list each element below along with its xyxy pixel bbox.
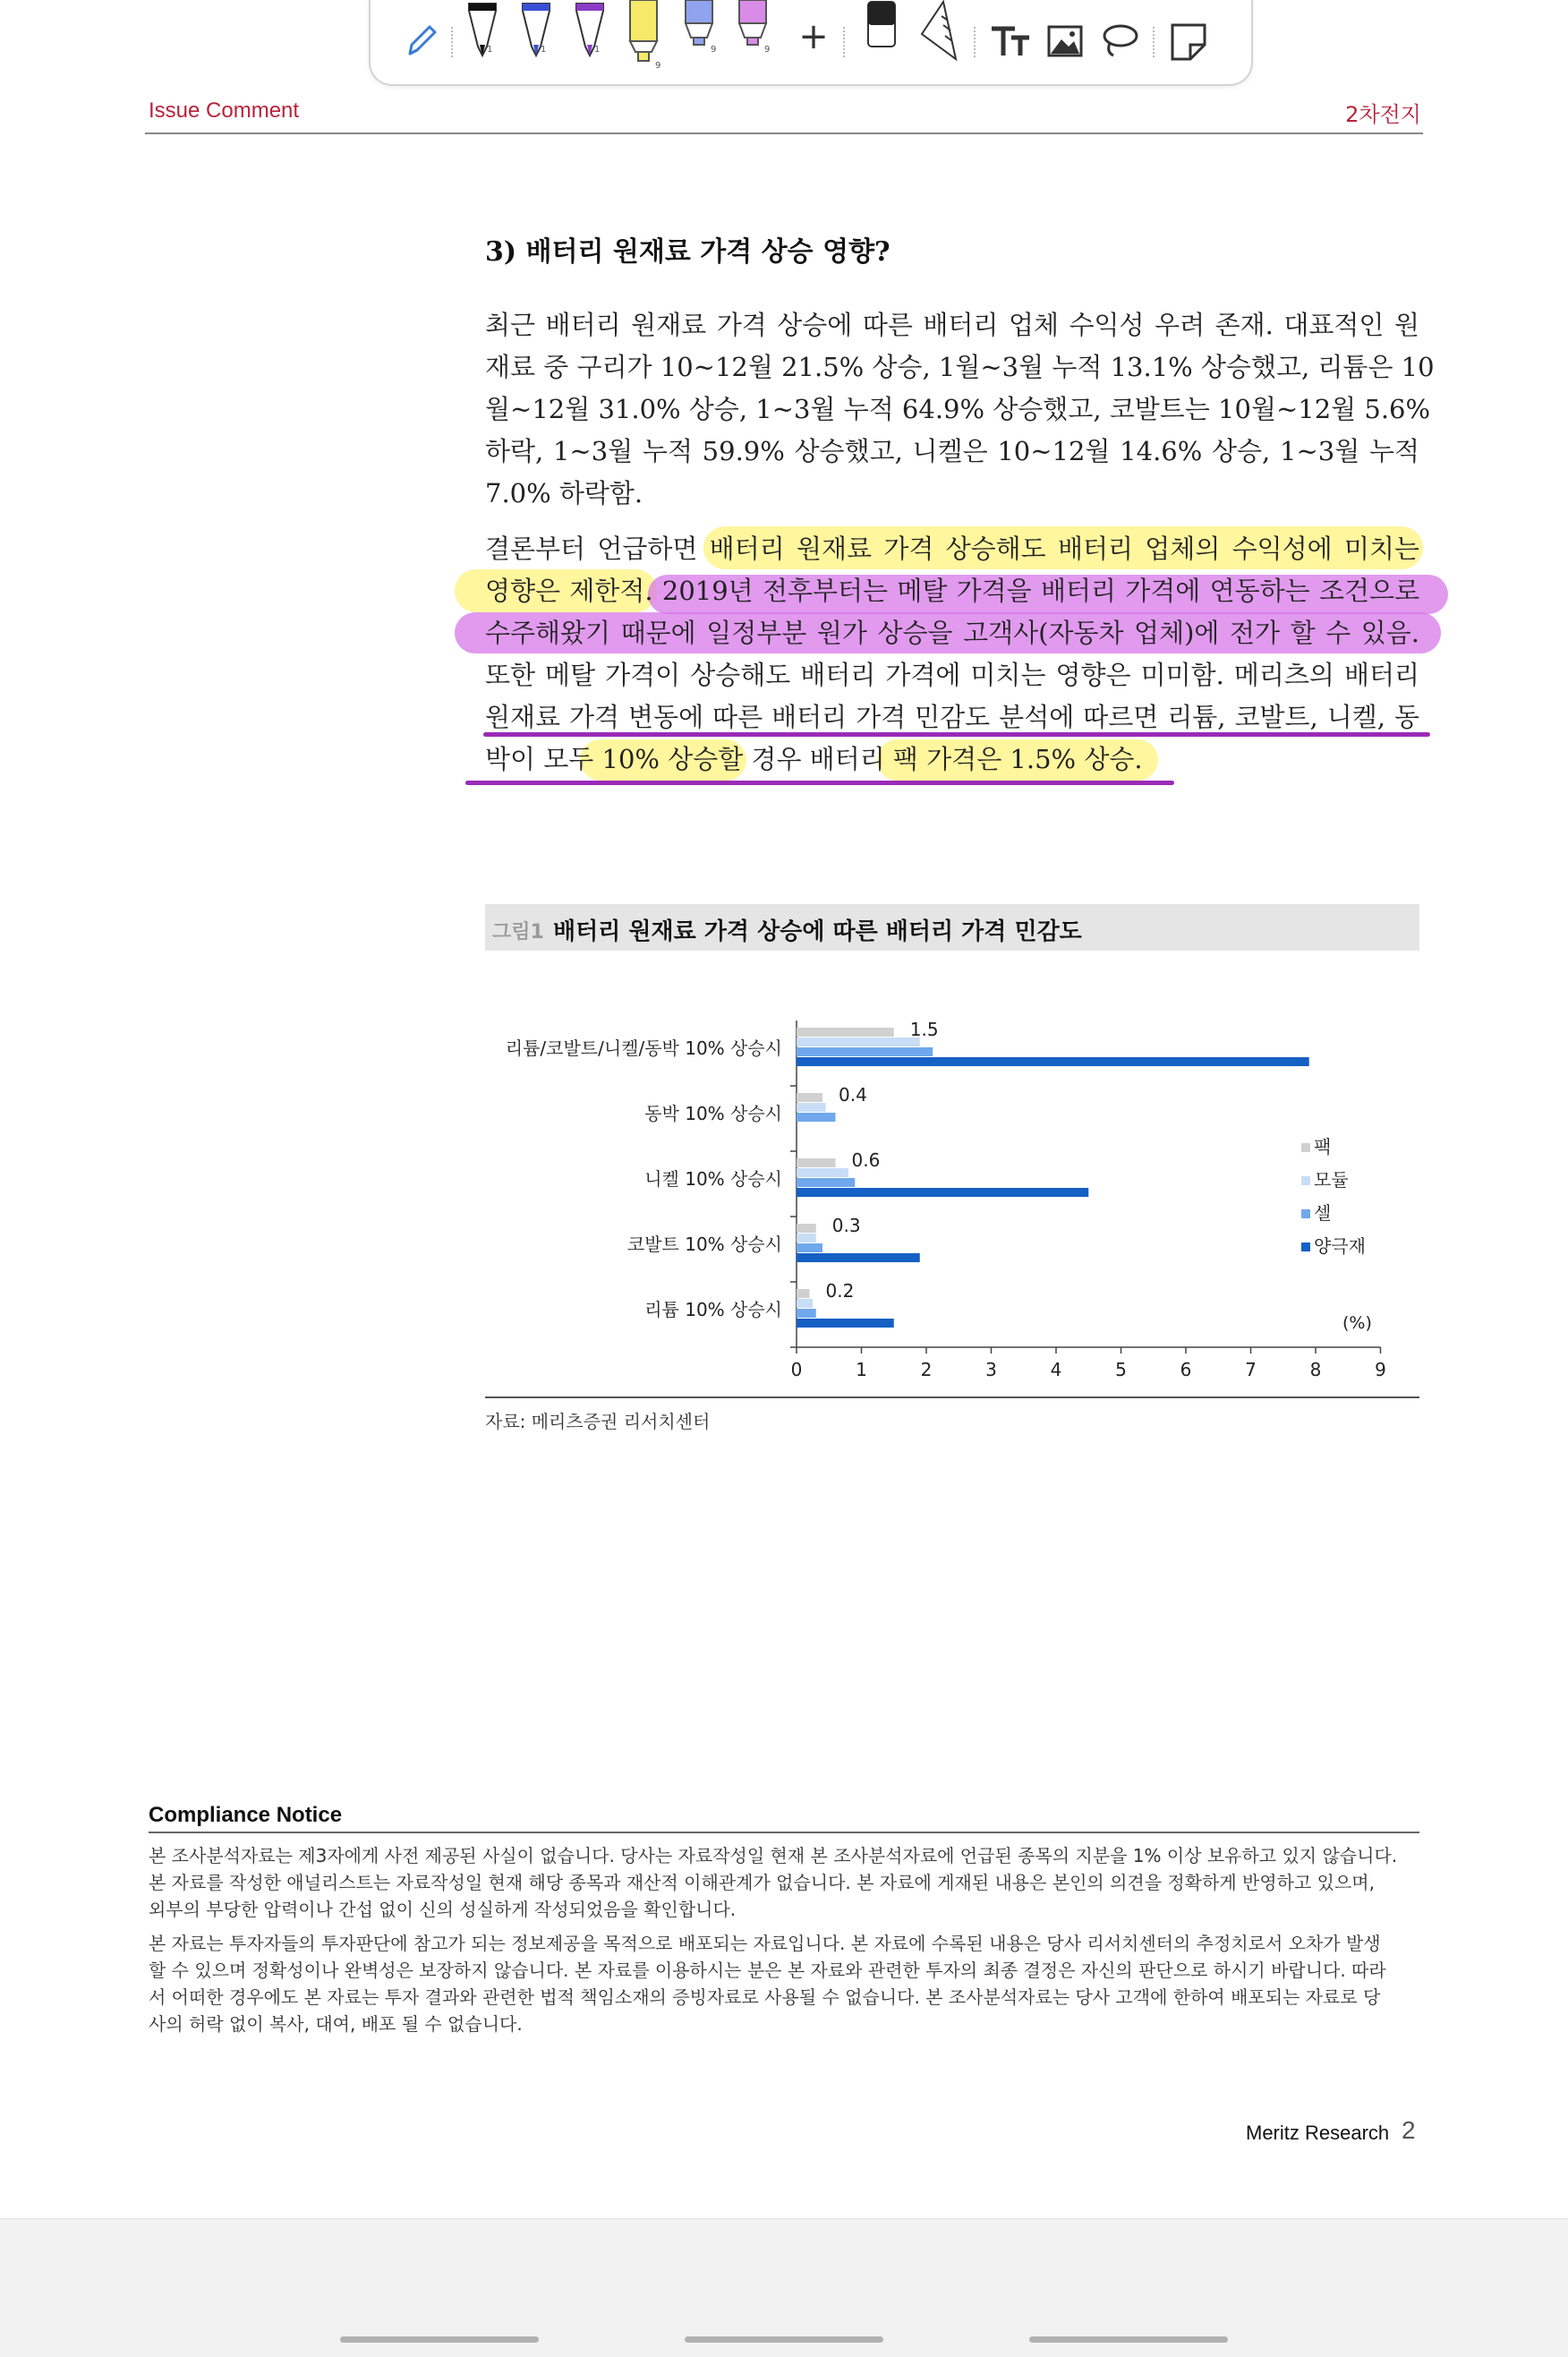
pen-black-icon (460, 0, 505, 81)
text-line: 외부의 부당한 압력이나 간섭 없이 신의 성실하게 작성되었음을 확인합니다. (149, 1899, 737, 1920)
legend-label: 양극재 (1314, 1235, 1366, 1257)
tool-size-label: 1 (487, 45, 493, 55)
highlighter-purple-icon (732, 0, 777, 81)
data-label: 1.5 (909, 1019, 939, 1040)
text-line: 원재료 가격 변동에 따른 배터리 가격 민감도 분석에 따르면 리튬, 코발트, 니켈, 동 (485, 702, 1419, 732)
figure-source: 자료: 메리츠증권 리서치센터 (485, 1411, 711, 1432)
text-line: 서 어떠한 경우에도 본 자료는 투자 결과와 관련한 법적 책임소재의 증빙자료로 사용될 수 없습니다. 본 조사분석자료는 당사 고객에 한하여 배포되는 자료로 당 (149, 1986, 1381, 2008)
x-tick-label: 4 (1050, 1359, 1062, 1380)
bar-팩 (797, 1289, 810, 1298)
figure-label: 그림1 (492, 921, 544, 944)
tool-size-label: 9 (764, 45, 771, 55)
bar-셀 (797, 1243, 822, 1252)
data-label: 0.3 (831, 1215, 861, 1236)
text-line: 월~12월 31.0% 상승, 1~3월 누적 64.9% 상승했고, 코발트는 10월~12월 5.6% (485, 394, 1431, 424)
text-line: 본 자료는 투자자들의 투자판단에 참고가 되는 정보제공을 목적으로 배포되는 자료입니다. 본 자료에 수록된 내용은 당사 리서치센터의 추정치로서 오차가 발생 (149, 1933, 1381, 1954)
legend-swatch (1301, 1243, 1310, 1251)
category-label: 리튬 10% 상승시 (644, 1299, 782, 1320)
text-line: 최근 배터리 원재료 가격 상승에 따른 배터리 업체 수익성 우려 존재. 대표적인 원 (485, 310, 1419, 340)
text-icon (986, 0, 1036, 81)
text-line: 할 수 있으며 정확성이나 완벽성은 보장하지 않습니다. 본 자료를 이용하시는 분은 본 자료와 관련한 투자의 최종 결정은 자신의 판단으로 하시기 바랍니다. 따라 (149, 1960, 1386, 1981)
pen-tool[interactable] (392, 0, 446, 81)
page-number: 2 (1402, 2116, 1416, 2144)
compliance-title: Compliance Notice (149, 1803, 343, 1827)
highlighter-blue-tool[interactable] (678, 0, 723, 81)
highlighter-yellow-tool[interactable] (623, 0, 668, 81)
tool-size-label: 9 (655, 61, 661, 71)
legend-label: 팩 (1314, 1136, 1332, 1157)
legend-swatch (1301, 1176, 1310, 1185)
x-tick-label: 7 (1245, 1359, 1257, 1380)
page-handle[interactable] (340, 2336, 539, 2343)
data-label: 0.6 (851, 1149, 881, 1171)
bar-팩 (797, 1224, 816, 1233)
highlighter-yellow-icon (623, 0, 668, 81)
x-tick-label: 5 (1115, 1359, 1127, 1380)
pen-purple-tool[interactable] (567, 0, 612, 81)
text-line: 7.0% 하락함. (485, 478, 643, 508)
bar-모듈 (797, 1103, 826, 1112)
sticky-note-icon (1165, 0, 1215, 81)
bar-팩 (797, 1093, 822, 1102)
bar-셀 (797, 1309, 816, 1318)
x-tick-label: 9 (1375, 1359, 1386, 1380)
unit-label: (%) (1342, 1313, 1372, 1333)
category-label: 니켈 10% 상승시 (644, 1168, 782, 1190)
pen-blue-icon (514, 0, 558, 81)
text-line: 하락, 1~3월 누적 59.9% 상승했고, 니켈은 10~12월 14.6% 상승, 1~3월 누적 (485, 436, 1419, 466)
pen-icon (392, 0, 446, 81)
compliance-paragraph-1 (149, 1842, 1419, 1923)
text-line: 수주해왔기 때문에 일정부분 원가 상승을 고객사(자동차 업체)에 전가 할 수 있음. (485, 618, 1419, 648)
add-tool-button[interactable] (791, 0, 836, 81)
text-line: 결론부터 언급하면 배터리 원재료 가격 상승해도 배터리 업체의 수익성에 미치는 (485, 534, 1419, 564)
x-tick-label: 0 (790, 1359, 803, 1380)
text-line: 재료 중 구리가 10~12월 21.5% 상승, 1월~3월 누적 13.1% 상승했고, 리튬은 10 (485, 352, 1435, 382)
image-tool[interactable] (1042, 0, 1092, 81)
text-line: 본 조사분석자료는 제3자에게 사전 제공된 사실이 없습니다. 당사는 자료작성일 현재 본 조사분석자료에 언급된 종목의 지분을 1% 이상 보유하고 있지 않습니다. (149, 1845, 1398, 1866)
header-category-label: 2차전지 (1345, 102, 1421, 127)
text-tool[interactable] (986, 0, 1036, 81)
category-label: 코발트 10% 상승시 (626, 1234, 782, 1255)
header-section-label: Issue Comment (149, 98, 300, 123)
legend-label: 셀 (1314, 1202, 1332, 1224)
bar-셀 (797, 1047, 933, 1056)
bar-양극재 (797, 1253, 920, 1262)
bar-모듈 (797, 1038, 920, 1046)
text-line: 영향은 제한적. 2019년 전후부터는 메탈 가격을 배터리 가격에 연동하는 조건으로 (485, 576, 1419, 606)
lasso-icon (1095, 0, 1146, 81)
toolbar-separator (843, 27, 845, 57)
section-title: 3) 배터리 원재료 가격 상승 영향? (485, 236, 891, 268)
bar-양극재 (797, 1188, 1088, 1197)
page-handle[interactable] (685, 2336, 883, 2343)
bar-양극재 (797, 1057, 1309, 1066)
bar-셀 (797, 1178, 855, 1187)
bar-팩 (797, 1158, 836, 1167)
paragraph-2 (485, 528, 1419, 781)
eraser-tool[interactable] (859, 0, 904, 81)
figure-title: 배터리 원재료 가격 상승에 따른 배터리 가격 민감도 (553, 918, 1082, 945)
category-label: 동박 10% 상승시 (644, 1103, 782, 1124)
page-handle[interactable] (1029, 2336, 1228, 2343)
bar-모듈 (797, 1234, 816, 1243)
data-label: 0.4 (839, 1084, 867, 1106)
x-tick-label: 8 (1309, 1359, 1322, 1380)
highlighter-purple-tool[interactable] (732, 0, 777, 81)
text-line: 사의 허락 없이 복사, 대여, 배포 될 수 없습니다. (149, 2013, 523, 2035)
eraser-icon (859, 0, 904, 81)
x-tick-label: 2 (920, 1359, 933, 1380)
tool-size-label: 9 (711, 45, 717, 55)
text-line: 박이 모두 10% 상승할 경우 배터리 팩 가격은 1.5% 상승. (485, 744, 1143, 774)
x-tick-label: 1 (856, 1359, 867, 1380)
legend-swatch (1301, 1143, 1310, 1152)
x-tick-label: 6 (1180, 1359, 1192, 1380)
text-line: 또한 메탈 가격이 상승해도 배터리 가격에 미치는 영향은 미미함. 메리츠의 배터리 (485, 660, 1419, 690)
header-divider (145, 132, 1423, 134)
pen-purple-icon (567, 0, 612, 81)
toolbar-separator (451, 27, 453, 57)
figure-divider (485, 1396, 1419, 1398)
sensitivity-bar-chart (485, 985, 1419, 1388)
annotation-toolbar (369, 0, 1253, 86)
legend-label: 모듈 (1314, 1169, 1349, 1191)
bar-양극재 (797, 1319, 894, 1328)
toolbar-separator (1153, 27, 1155, 57)
compliance-divider (149, 1832, 1419, 1833)
compliance-paragraph-2 (149, 1930, 1419, 2037)
bar-셀 (797, 1113, 836, 1122)
legend-swatch (1301, 1209, 1310, 1218)
category-label: 리튬/코발트/니켈/동박 10% 상승시 (505, 1038, 782, 1059)
text-line: 본 자료를 작성한 애널리스트는 자료작성일 현재 해당 종목과 재산적 이해관계가 없습니다. 본 자료에 게재된 내용은 본인의 의견을 정확하게 반영하고 있으며, (149, 1872, 1375, 1893)
pen-black-tool[interactable] (460, 0, 505, 81)
x-tick-label: 3 (985, 1359, 997, 1380)
add-label: + (798, 16, 829, 57)
paragraph-1 (485, 304, 1435, 515)
sticky-note-tool[interactable] (1165, 0, 1215, 81)
purple-underline (465, 781, 1174, 785)
footer-brand: Meritz Research (1246, 2122, 1390, 2144)
toolbar-separator (974, 27, 976, 57)
ruler-icon (916, 0, 961, 81)
bar-팩 (797, 1028, 894, 1037)
data-label: 0.2 (825, 1280, 855, 1302)
pen-blue-tool[interactable] (514, 0, 558, 81)
image-icon (1042, 0, 1092, 81)
tool-size-label: 1 (541, 45, 547, 55)
lasso-tool[interactable] (1095, 0, 1146, 81)
highlighter-blue-icon (678, 0, 723, 81)
ruler-tool[interactable] (916, 0, 961, 81)
bar-모듈 (797, 1168, 848, 1177)
tool-size-label: 1 (594, 45, 601, 55)
bar-모듈 (797, 1299, 813, 1308)
